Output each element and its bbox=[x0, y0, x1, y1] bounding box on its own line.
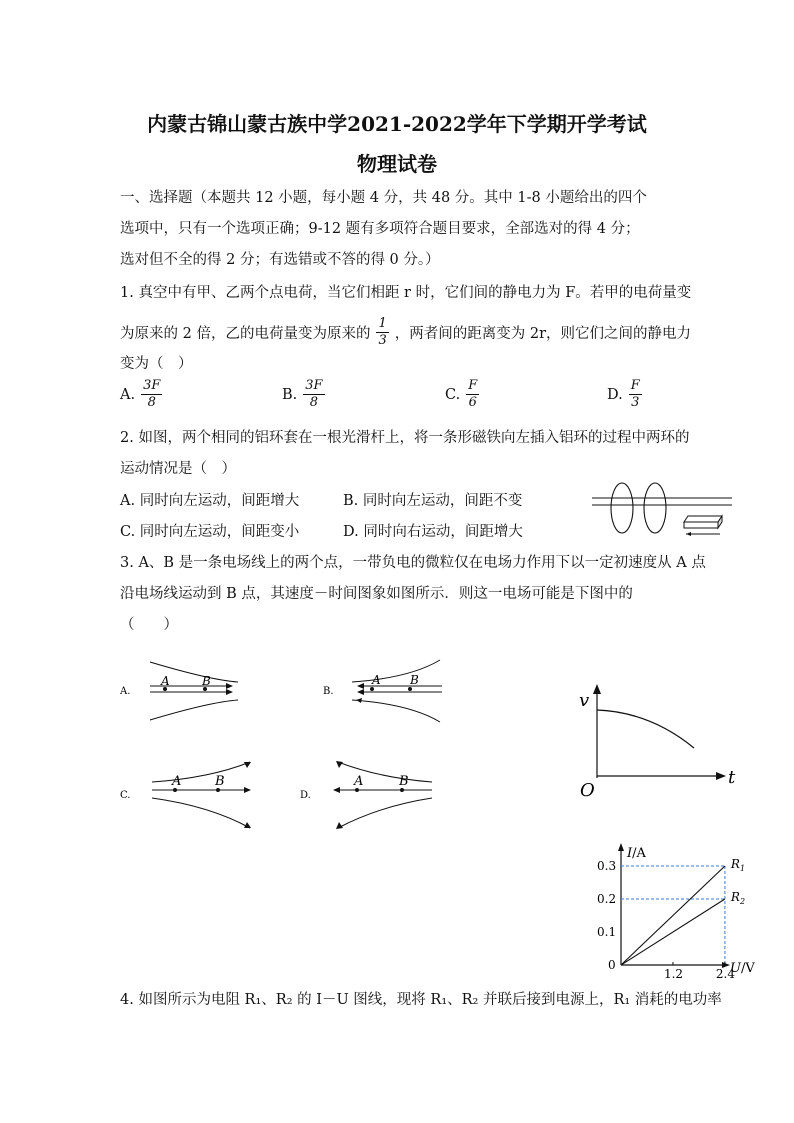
q1-option-b-fraction bbox=[303, 378, 324, 411]
q1-fraction bbox=[376, 316, 388, 349]
iu-xlabel-unit: /V bbox=[740, 961, 755, 976]
fig-b-curve-bottom bbox=[352, 700, 440, 722]
q1-option-b-label: B. bbox=[282, 386, 298, 403]
section-instructions-line2: 选项中，只有一个选项正确；9-12 题有多项符合题目要求，全部选对的得 4 分； bbox=[120, 221, 640, 237]
fig-c-label: C. bbox=[120, 790, 131, 801]
q1-option-c-den: 6 bbox=[468, 395, 477, 410]
fig-d-text-a: A bbox=[354, 774, 364, 789]
iu-xlabel: U/V bbox=[730, 961, 755, 976]
iu-axes bbox=[618, 843, 730, 968]
fig-c-curve-top bbox=[152, 762, 250, 782]
q1-line2 bbox=[120, 316, 691, 349]
q1-option-d-num: F bbox=[630, 378, 640, 393]
vt-label-v: v bbox=[579, 690, 590, 711]
vt-axis-t-arrow bbox=[716, 772, 726, 780]
fig-a-curve-bottom bbox=[150, 700, 238, 720]
iu-tick-labels bbox=[597, 859, 735, 980]
q1-option-d[interactable] bbox=[607, 378, 642, 411]
q1-option-b[interactable] bbox=[282, 378, 325, 411]
fig-b-point-b bbox=[408, 687, 412, 691]
q1-options bbox=[120, 378, 660, 418]
fig-b-text-a: A bbox=[372, 673, 381, 687]
fig-a-text-a: A bbox=[161, 674, 170, 688]
q1-option-c-num: F bbox=[468, 378, 478, 393]
q1-line2-pre: 为原来的 2 倍，乙的电荷量变为原来的 bbox=[120, 326, 371, 342]
q1-option-c-label: C. bbox=[445, 386, 461, 403]
iu-xtick-label: 1.2 bbox=[663, 967, 684, 980]
vt-label-t: t bbox=[728, 767, 736, 788]
q1-fraction-den: 3 bbox=[378, 333, 387, 348]
fig-b-curve-top bbox=[352, 660, 440, 682]
q4-line1: 4. 如图所示为电阻 R₁、R₂ 的 I－U 图线，现将 R₁、R₂ 并联后接到电源上，R₁ 消耗的电功率 bbox=[120, 992, 722, 1008]
q1-option-a-fraction bbox=[141, 378, 162, 411]
fig-c-curve-bottom bbox=[152, 798, 250, 828]
fig-d-curve-top bbox=[338, 762, 432, 782]
fig-c-arrow-top bbox=[244, 762, 251, 768]
q1-option-c[interactable] bbox=[445, 378, 479, 411]
iu-ylabel-unit: /A bbox=[632, 846, 646, 861]
vt-axis-v-arrow bbox=[593, 684, 601, 694]
fig-b-point-a bbox=[370, 687, 374, 691]
q2-rings-figure bbox=[592, 480, 737, 542]
iu-r1-label: $R_1$ bbox=[730, 857, 746, 873]
fig-d-arrow-top bbox=[336, 761, 343, 768]
iu-axis-i-arrow bbox=[618, 843, 624, 851]
q1-option-d-den: 3 bbox=[631, 395, 640, 410]
section-instructions-line3: 选对但不全的得 2 分；有选错或不答的得 0 分。） bbox=[120, 252, 440, 268]
iu-ytick-label: 0.2 bbox=[597, 892, 617, 906]
q2-option-c[interactable]: C. 同时向左运动，间距变小 bbox=[120, 524, 300, 540]
iu-series-line-r2 bbox=[621, 899, 725, 965]
q1-option-d-label: D. bbox=[607, 386, 623, 403]
q2-option-b[interactable]: B. 同时向左运动，间距不变 bbox=[343, 493, 523, 509]
fig-b-label: B. bbox=[323, 686, 334, 697]
iu-series bbox=[621, 866, 725, 965]
magnet-top-face bbox=[684, 516, 722, 522]
q2-option-d[interactable]: D. 同时向右运动，间距增大 bbox=[343, 524, 523, 540]
fig-a-text-b: B bbox=[202, 674, 211, 688]
iu-ytick-label: 0.1 bbox=[597, 925, 617, 939]
q1-option-a-den: 8 bbox=[147, 395, 156, 410]
fig-c-text-b: B bbox=[215, 774, 225, 789]
exam-title: 内蒙古锦山蒙古族中学2021-2022学年下学期开学考试 bbox=[147, 112, 647, 136]
magnet-arrow-head bbox=[686, 532, 691, 536]
ring-right bbox=[644, 483, 666, 533]
iu-r2-label: $R_2$ bbox=[730, 890, 746, 906]
fig-c-arrow-mid bbox=[244, 787, 251, 793]
iu-series-line-r1 bbox=[621, 866, 725, 965]
magnet-front-face bbox=[684, 522, 718, 528]
q2-line2: 运动情况是（ ） bbox=[120, 461, 236, 477]
q1-option-a-label: A. bbox=[120, 386, 136, 403]
fig-a-arrow-1 bbox=[226, 683, 233, 689]
ring-left bbox=[611, 483, 633, 533]
q3-line2: 沿电场线运动到 B 点，其速度－时间图象如图所示．则这一电场可能是下图中的 bbox=[120, 586, 633, 602]
vt-curve bbox=[597, 710, 694, 748]
fig-b-arrow-2 bbox=[357, 689, 364, 695]
q3-line3: （ ） bbox=[120, 617, 178, 633]
iu-ytick-label: 0.3 bbox=[597, 859, 617, 873]
q1-option-d-fraction bbox=[629, 378, 642, 411]
q2-line1: 2. 如图，两个相同的铝环套在一根光滑杆上，将一条形磁铁向左插入铝环的过程中两环的 bbox=[120, 430, 690, 446]
q4-iu-graph bbox=[590, 840, 765, 980]
q2-option-a[interactable]: A. 同时向左运动，间距增大 bbox=[120, 493, 300, 509]
iu-ylabel: I/A bbox=[627, 846, 646, 861]
fig-d-arrow-mid bbox=[333, 787, 340, 793]
q3-field-figures bbox=[110, 650, 470, 840]
section-instructions-line1: 一、选择题（本题共 12 小题，每小题 4 分，共 48 分。其中 1-8 小题给出的四个 bbox=[120, 190, 647, 206]
fig-a-label: A. bbox=[120, 686, 131, 697]
q1-option-b-den: 8 bbox=[309, 395, 319, 410]
q3-line1: 3. A、B 是一条电场线上的两个点，一带负电的微粒仅在电场力作用下以一定初速度从 A 点 bbox=[120, 555, 706, 571]
q1-option-a-num: 3F bbox=[143, 378, 161, 393]
q1-line3: 变为（ ） bbox=[120, 356, 193, 372]
iu-ytick-label: 0 bbox=[608, 958, 616, 972]
q1-option-b-num: 3F bbox=[305, 378, 323, 393]
q3-vt-graph bbox=[570, 682, 745, 802]
q1-fraction-num: 1 bbox=[378, 316, 387, 331]
fig-d-curve-bottom bbox=[338, 798, 432, 828]
fig-b-arrow-3 bbox=[356, 698, 362, 703]
q1-option-c-fraction bbox=[466, 378, 479, 411]
exam-subtitle: 物理试卷 bbox=[357, 152, 437, 176]
fig-d-text-b: B bbox=[399, 774, 409, 789]
iu-xtick-label: 2.4 bbox=[715, 967, 736, 980]
q1-option-a[interactable] bbox=[120, 378, 162, 411]
q1-line2-post: ，两者间的距离变为 2r，则它们之间的静电力 bbox=[394, 326, 691, 342]
fig-c-text-a: A bbox=[172, 774, 182, 789]
fig-a-arrow-2 bbox=[226, 689, 233, 695]
q1-line1: 1. 真空中有甲、乙两个点电荷，当它们相距 r 时，它们间的静电力为 F。若甲的电荷量变 bbox=[120, 285, 692, 301]
fig-b-arrow-1 bbox=[357, 683, 364, 689]
fig-d-label: D. bbox=[300, 790, 311, 801]
vt-label-o: O bbox=[580, 780, 595, 801]
fig-b-text-b: B bbox=[410, 673, 419, 687]
